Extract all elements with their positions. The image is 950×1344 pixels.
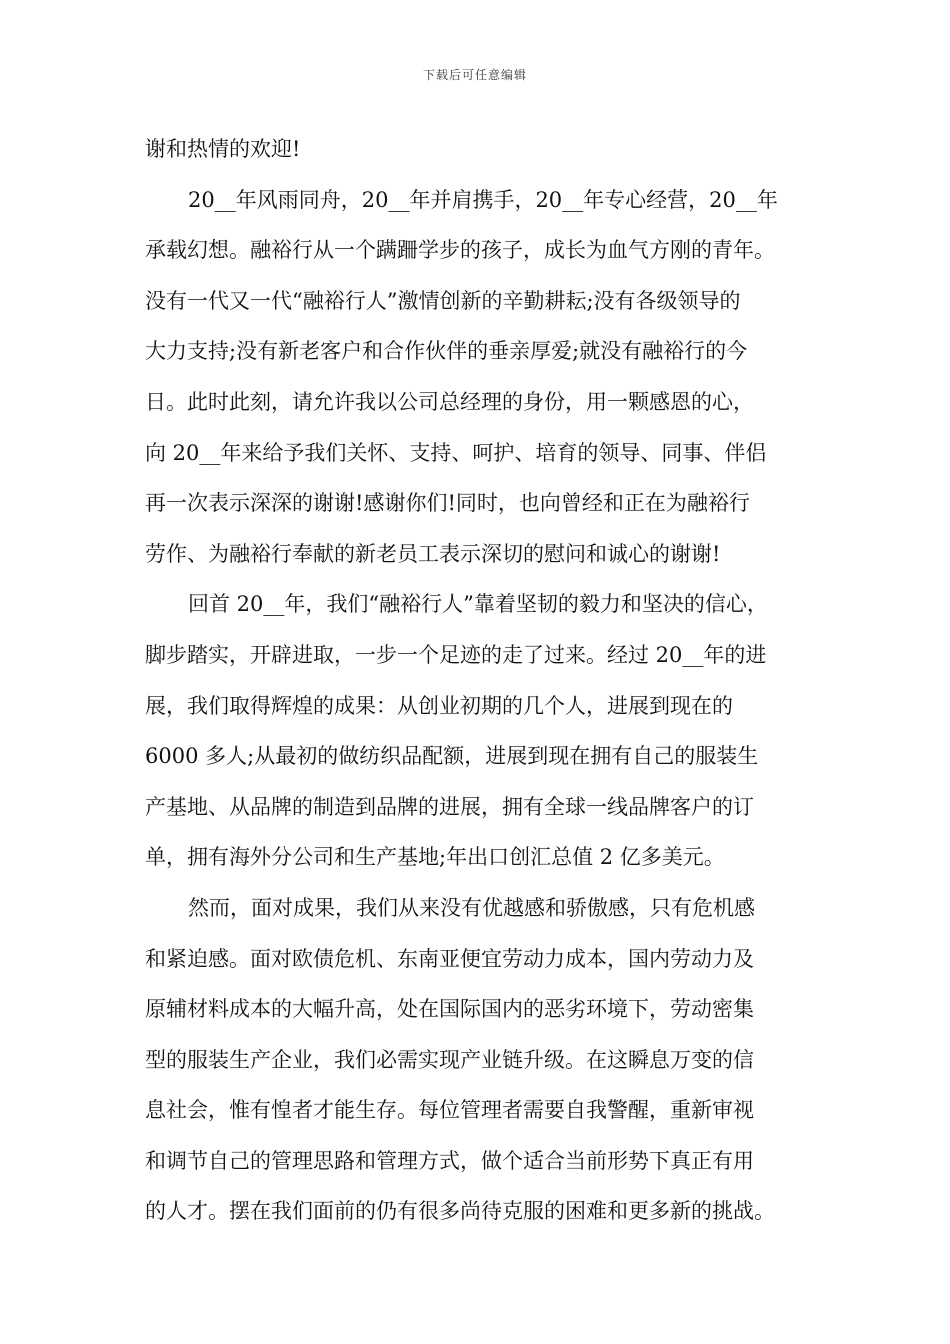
text-line: 承载幻想。融裕行从一个蹒跚学步的孩子，成长为血气方刚的青年。 bbox=[145, 238, 775, 263]
document-body bbox=[145, 124, 807, 1237]
text-line: 单，拥有海外分公司和生产基地;年出口创汇总值 2 亿多美元。 bbox=[145, 845, 725, 870]
text-line: 大力支持;没有新老客户和合作伙伴的垂亲厚爱;就没有融裕行的今 bbox=[145, 339, 748, 364]
text-line: 没有一代又一代“融裕行人”激情创新的辛勤耕耘;没有各级领导的 bbox=[145, 288, 741, 313]
text-line: 和紧迫感。面对欧债危机、东南亚便宜劳动力成本，国内劳动力及 bbox=[145, 946, 754, 971]
text-line: 息社会，惟有惶者才能生存。每位管理者需要自我警醒，重新审视 bbox=[145, 1098, 754, 1123]
text-line: 原辅材料成本的大幅升高，处在国际国内的恶劣环境下，劳动密集 bbox=[145, 997, 754, 1022]
text-line: 再一次表示深深的谢谢!感谢你们!同时，也向曾经和正在为融裕行 bbox=[145, 491, 750, 516]
text-line: 脚步踏实，开辟进取，一步一个足迹的走了过来。经过 20__年的进 bbox=[145, 642, 767, 667]
text-line: 展，我们取得辉煌的成果：从创业初期的几个人，进展到现在的 bbox=[145, 693, 733, 718]
text-line: 20__年风雨同舟，20__年并肩携手，20__年专心经营，20__年 bbox=[188, 187, 778, 212]
text-line: 向 20__年来给予我们关怀、支持、呵护、培育的领导、同事、伴侣 bbox=[145, 440, 767, 465]
text-line: 日。此时此刻，请允许我以公司总经理的身份，用一颗感恩的心， bbox=[145, 389, 754, 414]
text-line: 产基地、从品牌的制造到品牌的进展，拥有全球一线品牌客户的订 bbox=[145, 794, 754, 819]
text-line: 型的服装生产企业，我们必需实现产业链升级。在这瞬息万变的信 bbox=[145, 1047, 754, 1072]
text-line: 和调节自己的管理思路和管理方式，做个适合当前形势下真正有用 bbox=[145, 1148, 754, 1173]
text-line: 谢和热情的欢迎! bbox=[145, 137, 301, 161]
page-header: 下载后可任意编辑 bbox=[422, 68, 527, 82]
text-line: 回首 20__年，我们“融裕行人”靠着坚韧的毅力和坚决的信心， bbox=[188, 592, 768, 617]
text-line: 6000 多人;从最初的做纺织品配额，进展到现在拥有自己的服装生 bbox=[145, 744, 759, 769]
text-line: 然而，面对成果，我们从来没有优越感和骄傲感，只有危机感 bbox=[188, 895, 755, 920]
text-line: 劳作、为融裕行奉献的新老员工表示深切的慰问和诚心的谢谢! bbox=[145, 541, 721, 566]
text-line: 的人才。摆在我们面前的仍有很多尚待克服的困难和更多新的挑战。 bbox=[145, 1199, 775, 1224]
